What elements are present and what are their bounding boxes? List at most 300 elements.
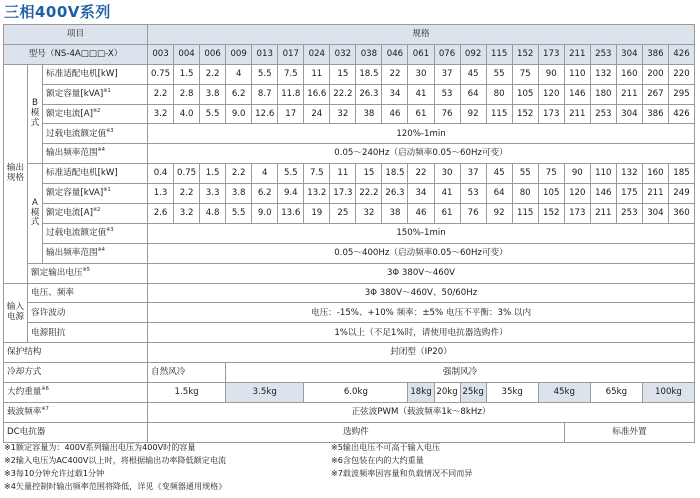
model-code-text: 211 xyxy=(569,49,586,60)
value-cell-text: 5.5 xyxy=(205,108,220,119)
value-cell xyxy=(252,184,278,204)
weight-cell xyxy=(590,383,642,403)
value-cell-text: 132 xyxy=(595,68,612,79)
value-cell-text: 90 xyxy=(571,168,583,179)
value-cell-text: 17 xyxy=(285,108,297,119)
dc-reactor-optional xyxy=(148,422,565,442)
value-cell-text: 9.4 xyxy=(283,188,298,199)
model-code-text: 004 xyxy=(178,49,195,60)
value-cell-text: 304 xyxy=(621,108,638,119)
value-cell-text: 253 xyxy=(621,208,638,219)
value-cell-text: 2.2 xyxy=(153,88,168,99)
value-cell xyxy=(356,64,382,84)
output-group-label-text: 输出规格 xyxy=(6,162,25,183)
value-cell-text: 38 xyxy=(363,108,375,119)
b_mode-overload-row xyxy=(4,124,695,144)
rated-voltage-label xyxy=(28,263,148,283)
value-cell xyxy=(642,104,668,124)
value-cell xyxy=(590,104,616,124)
value-cell-text: 76 xyxy=(467,208,479,219)
model-code-text: 152 xyxy=(516,49,534,60)
overload-value-text: 150%-1min xyxy=(396,228,446,239)
value-cell-text: 24 xyxy=(311,108,323,119)
value-cell xyxy=(330,104,356,124)
value-cell xyxy=(200,104,226,124)
page-title: 三相400V系列 xyxy=(4,3,111,21)
value-cell-text: 22.2 xyxy=(359,188,379,199)
weight-cell xyxy=(460,383,486,403)
cooling-label-text: 冷却方式 xyxy=(7,367,42,378)
model-code-text: 173 xyxy=(543,49,560,60)
value-cell-text: 1.5 xyxy=(205,168,220,179)
value-cell xyxy=(460,84,486,104)
value-cell-text: 175 xyxy=(621,188,638,199)
model-code-text: 061 xyxy=(412,49,430,60)
value-cell xyxy=(148,204,174,224)
value-cell xyxy=(486,104,512,124)
value-cell-text: 0.75 xyxy=(150,68,171,79)
protection-label xyxy=(4,343,148,363)
value-cell-text: 5.5 xyxy=(231,208,246,219)
footnote-mark: ※1 xyxy=(103,187,111,194)
value-cell xyxy=(538,84,564,104)
value-cell-text: 11.8 xyxy=(281,88,301,99)
value-cell xyxy=(538,204,564,224)
row-label xyxy=(43,204,148,224)
model-code xyxy=(148,44,174,64)
freq-range-label-text: 输出频率范围 xyxy=(46,247,98,258)
footnote-mark: ※6 xyxy=(41,386,49,393)
value-cell xyxy=(564,164,590,184)
value-cell-text: 173 xyxy=(543,108,560,119)
value-cell xyxy=(330,84,356,104)
value-cell xyxy=(200,204,226,224)
value-cell xyxy=(616,64,642,84)
value-cell xyxy=(174,204,200,224)
weight-label-text: 大约重量 xyxy=(7,387,42,398)
model-label-text: 型号（NS-4A□□□-X） xyxy=(28,49,123,60)
value-cell xyxy=(356,104,382,124)
dc-reactor-standard-text: 标准外置 xyxy=(612,426,647,437)
value-cell xyxy=(564,184,590,204)
value-cell xyxy=(174,84,200,104)
cooling-natural xyxy=(148,363,226,383)
value-cell-text: 55 xyxy=(519,168,531,179)
weight-cell-text: 18kg xyxy=(410,387,432,398)
freq-range-label xyxy=(43,243,148,263)
spec-table-body xyxy=(4,25,695,443)
input-row-label xyxy=(28,303,148,323)
value-cell-text: 211 xyxy=(569,108,586,119)
value-cell-text: 2.8 xyxy=(179,88,194,99)
value-cell-text: 360 xyxy=(673,208,690,219)
value-cell xyxy=(356,204,382,224)
value-cell xyxy=(252,64,278,84)
model-code xyxy=(200,44,226,64)
weight-label xyxy=(4,383,148,403)
value-cell-text: 3.8 xyxy=(231,188,246,199)
item-header-text: 项目 xyxy=(66,29,85,40)
value-cell xyxy=(512,64,538,84)
model-code xyxy=(460,44,486,64)
model-code-text: 253 xyxy=(595,49,612,60)
model-code xyxy=(304,44,330,64)
value-cell xyxy=(356,84,382,104)
weight-cell xyxy=(486,383,538,403)
value-cell-text: 200 xyxy=(647,68,664,79)
value-cell-text: 4 xyxy=(235,68,242,79)
value-cell xyxy=(200,184,226,204)
cooling-label xyxy=(4,363,148,383)
input-row-label-text: 容许波动 xyxy=(31,307,66,318)
row-label-text: 额定容量[kVA] xyxy=(46,88,104,99)
value-cell xyxy=(486,184,512,204)
value-cell-text: 105 xyxy=(516,88,534,99)
dc-reactor-standard xyxy=(564,422,694,442)
value-cell-text: 267 xyxy=(647,88,664,99)
protection-value xyxy=(148,343,695,363)
model-code xyxy=(642,44,668,64)
dc-reactor-optional-text: 选购件 xyxy=(342,426,369,437)
value-cell xyxy=(616,204,642,224)
value-cell-text: 115 xyxy=(490,108,508,119)
row-label-text: 额定容量[kVA] xyxy=(46,188,104,199)
input-row-value-text: 1%以上（不足1%时，请使用电抗器选购件） xyxy=(334,327,508,338)
value-cell xyxy=(408,104,434,124)
value-cell-text: 146 xyxy=(569,88,586,99)
value-cell xyxy=(174,184,200,204)
value-cell xyxy=(226,184,252,204)
value-cell-text: 30 xyxy=(415,68,427,79)
value-cell-text: 0.75 xyxy=(177,168,197,179)
footnote-mark: ※3 xyxy=(106,127,114,134)
model-code-text: 003 xyxy=(152,49,169,60)
input-row-label xyxy=(28,283,148,303)
model-code-text: 024 xyxy=(308,49,326,60)
value-cell-text: 426 xyxy=(673,108,690,119)
value-cell xyxy=(434,84,460,104)
value-cell xyxy=(252,104,278,124)
value-cell xyxy=(460,204,486,224)
input-group-label xyxy=(4,283,28,343)
model-code-text: 013 xyxy=(256,49,273,60)
value-cell-text: 4 xyxy=(261,168,268,179)
value-cell xyxy=(356,184,382,204)
model-code-text: 076 xyxy=(438,49,456,60)
carrier-row xyxy=(4,402,695,422)
value-cell-text: 75 xyxy=(545,168,557,179)
value-cell-text: 13.6 xyxy=(281,208,301,219)
value-cell xyxy=(148,104,174,124)
output-group-label xyxy=(4,64,28,283)
value-cell-text: 211 xyxy=(621,88,638,99)
value-cell xyxy=(434,204,460,224)
value-cell xyxy=(642,204,668,224)
value-cell-text: 34 xyxy=(415,188,427,199)
value-cell-text: 76 xyxy=(441,108,453,119)
weight-cell xyxy=(148,383,226,403)
weight-cell-text: 6.0kg xyxy=(343,387,368,398)
value-cell xyxy=(668,204,694,224)
value-cell-text: 61 xyxy=(415,108,427,119)
value-cell xyxy=(434,104,460,124)
weight-cell-text: 20kg xyxy=(436,387,458,398)
value-cell xyxy=(616,184,642,204)
cooling-natural-text: 自然风冷 xyxy=(151,367,186,378)
value-cell xyxy=(382,204,408,224)
value-cell-text: 61 xyxy=(441,208,453,219)
value-cell-text: 6.2 xyxy=(257,188,272,199)
value-cell-text: 7.5 xyxy=(309,168,324,179)
weight-cell xyxy=(304,383,408,403)
value-cell xyxy=(538,64,564,84)
value-cell-text: 19 xyxy=(311,208,323,219)
footnotes-left xyxy=(4,441,226,493)
value-cell-text: 4.8 xyxy=(205,208,220,219)
value-cell xyxy=(278,64,304,84)
value-cell xyxy=(616,104,642,124)
weight-row xyxy=(4,383,695,403)
value-cell xyxy=(382,84,408,104)
weight-cell xyxy=(408,383,434,403)
value-cell xyxy=(148,164,174,184)
a_mode-row xyxy=(4,184,695,204)
value-cell-text: 120 xyxy=(543,88,560,99)
model-code xyxy=(382,44,408,64)
row-label-text: 额定电流[A] xyxy=(46,108,93,119)
overload-label-text: 过载电流额定值 xyxy=(46,228,107,239)
model-code xyxy=(590,44,616,64)
value-cell xyxy=(278,164,304,184)
model-code-text: 115 xyxy=(490,49,508,60)
row-label xyxy=(43,84,148,104)
carrier-label xyxy=(4,402,148,422)
value-cell-text: 211 xyxy=(647,188,664,199)
value-cell xyxy=(408,184,434,204)
b_mode-row xyxy=(4,104,695,124)
model-code xyxy=(434,44,460,64)
value-cell xyxy=(304,184,330,204)
model-code-text: 017 xyxy=(282,49,299,60)
value-cell-text: 45 xyxy=(493,168,505,179)
spec-header-text: 规格 xyxy=(412,29,430,40)
b_mode-freq-row xyxy=(4,144,695,164)
value-cell xyxy=(356,164,382,184)
value-cell-text: 16.6 xyxy=(307,88,327,99)
weight-cell-text: 25kg xyxy=(462,387,484,398)
value-cell-text: 1.5 xyxy=(179,68,194,79)
model-code xyxy=(564,44,590,64)
spec-header xyxy=(148,25,695,45)
value-cell xyxy=(408,64,434,84)
model-code xyxy=(512,44,538,64)
value-cell xyxy=(226,84,252,104)
value-cell xyxy=(252,204,278,224)
weight-cell xyxy=(538,383,590,403)
model-code xyxy=(538,44,564,64)
weight-cell xyxy=(226,383,304,403)
row-label xyxy=(43,184,148,204)
a_mode-row xyxy=(4,204,695,224)
value-cell-text: 7.5 xyxy=(283,68,298,79)
value-cell-text: 41 xyxy=(441,188,453,199)
value-cell-text: 3.8 xyxy=(205,88,220,99)
input-row xyxy=(4,283,695,303)
value-cell xyxy=(304,104,330,124)
value-cell-text: 5.5 xyxy=(283,168,298,179)
value-cell-text: 32 xyxy=(363,208,375,219)
value-cell-text: 46 xyxy=(415,208,427,219)
value-cell-text: 18.5 xyxy=(385,168,405,179)
value-cell xyxy=(564,64,590,84)
value-cell-text: 2.2 xyxy=(179,188,194,199)
weight-cell-text: 100kg xyxy=(655,387,682,398)
a_mode-overload-row xyxy=(4,223,695,243)
value-cell xyxy=(564,204,590,224)
value-cell-text: 152 xyxy=(516,108,534,119)
value-cell xyxy=(148,84,174,104)
b_mode-row xyxy=(4,64,695,84)
value-cell xyxy=(460,64,486,84)
value-cell-text: 92 xyxy=(493,208,505,219)
b-mode-label-text: B模式 xyxy=(30,98,40,128)
footnote-mark: ※4 xyxy=(97,247,105,254)
value-cell xyxy=(252,164,278,184)
value-cell-text: 160 xyxy=(647,168,664,179)
value-cell-text: 1.3 xyxy=(153,188,168,199)
value-cell xyxy=(616,84,642,104)
input-row-value xyxy=(148,283,695,303)
value-cell-text: 64 xyxy=(493,188,505,199)
value-cell xyxy=(486,204,512,224)
value-cell xyxy=(174,64,200,84)
value-cell xyxy=(486,64,512,84)
protection-value-text: 封闭型（IP20） xyxy=(390,347,452,358)
footnotes-right xyxy=(331,441,472,480)
cooling-forced-text: 强制风冷 xyxy=(442,367,478,378)
value-cell xyxy=(512,204,538,224)
value-cell-text: 37 xyxy=(441,68,453,79)
value-cell-text: 211 xyxy=(595,208,612,219)
value-cell xyxy=(512,84,538,104)
value-cell-text: 26.3 xyxy=(359,88,379,99)
model-code xyxy=(616,44,642,64)
model-code-text: 426 xyxy=(673,49,690,60)
value-cell xyxy=(460,184,486,204)
footnote-mark: ※7 xyxy=(41,406,49,413)
overload-value xyxy=(148,223,695,243)
value-cell-text: 173 xyxy=(569,208,586,219)
value-cell-text: 80 xyxy=(519,188,531,199)
freq-range-label xyxy=(43,144,148,164)
value-cell-text: 17.3 xyxy=(333,188,353,199)
model-label xyxy=(4,44,148,64)
value-cell-text: 11 xyxy=(311,68,323,79)
value-cell xyxy=(434,64,460,84)
freq-range-value-text: 0.05～400Hz（启动频率0.05～60Hz可变） xyxy=(334,247,508,258)
value-cell-text: 53 xyxy=(441,88,453,99)
rated-voltage-label-text: 额定输出电压 xyxy=(31,267,83,278)
footnote-mark: ※2 xyxy=(92,107,101,114)
value-cell-text: 152 xyxy=(543,208,560,219)
spec-table xyxy=(3,24,695,443)
dc-reactor-label-text: DC电抗器 xyxy=(7,426,46,437)
cooling-row xyxy=(4,363,695,383)
carrier-label-text: 载波频率 xyxy=(7,407,42,418)
value-cell xyxy=(226,64,252,84)
value-cell xyxy=(382,164,408,184)
model-code xyxy=(408,44,434,64)
value-cell xyxy=(434,164,460,184)
value-cell xyxy=(200,84,226,104)
footnote: ※4矢量控制时输出频率范围将降低，详见《变频器通用规格》 xyxy=(4,481,227,491)
value-cell xyxy=(642,184,668,204)
value-cell xyxy=(382,64,408,84)
value-cell-text: 185 xyxy=(673,168,690,179)
value-cell xyxy=(538,184,564,204)
value-cell xyxy=(642,84,668,104)
value-cell-text: 80 xyxy=(493,88,505,99)
value-cell-text: 9.0 xyxy=(257,208,272,219)
value-cell xyxy=(564,104,590,124)
model-row xyxy=(4,44,695,64)
input-row-value xyxy=(148,323,695,343)
value-cell xyxy=(460,164,486,184)
value-cell-text: 6.2 xyxy=(231,88,246,99)
footnote: ※1额定容量为：400V系列输出电压为400V时的容量 xyxy=(4,442,196,452)
input-row xyxy=(4,323,695,343)
input-row-label-text: 电压、频率 xyxy=(31,287,74,298)
dc-reactor-row xyxy=(4,422,695,442)
model-code xyxy=(226,44,252,64)
row-label-text: 额定电流[A] xyxy=(46,208,93,219)
value-cell xyxy=(486,84,512,104)
value-cell-text: 295 xyxy=(673,88,690,99)
value-cell-text: 32 xyxy=(337,108,349,119)
value-cell-text: 22 xyxy=(415,168,427,179)
model-code xyxy=(356,44,382,64)
dc-reactor-label xyxy=(4,422,148,442)
value-cell-text: 15 xyxy=(363,168,375,179)
value-cell xyxy=(330,184,356,204)
weight-cell-text: 3.5kg xyxy=(252,387,277,398)
value-cell-text: 146 xyxy=(595,188,612,199)
model-code-text: 046 xyxy=(386,49,404,60)
value-cell-text: 53 xyxy=(467,188,479,199)
value-cell xyxy=(590,84,616,104)
model-code-text: 032 xyxy=(334,49,352,60)
footnote: ※6含包装在内的大约重量 xyxy=(331,455,424,465)
value-cell xyxy=(148,184,174,204)
overload-label xyxy=(43,124,148,144)
rated-voltage-value-text: 3Φ 380V～460V xyxy=(386,267,456,278)
freq-range-value-text: 0.05～240Hz（启动频率0.05～60Hz可变） xyxy=(334,148,508,159)
value-cell-text: 110 xyxy=(595,168,612,179)
value-cell xyxy=(252,84,278,104)
value-cell-text: 8.7 xyxy=(257,88,272,99)
value-cell-text: 75 xyxy=(519,68,531,79)
freq-range-label-text: 输出频率范围 xyxy=(46,148,98,159)
item-header xyxy=(4,25,148,45)
carrier-value-text: 正弦波PWM（载波频率1k～8kHz） xyxy=(351,407,491,418)
value-cell-text: 55 xyxy=(493,68,505,79)
model-code xyxy=(668,44,694,64)
value-cell xyxy=(382,104,408,124)
input-group-label-text: 输入电源 xyxy=(6,302,25,322)
value-cell xyxy=(330,64,356,84)
overload-label-text: 过载电流额定值 xyxy=(46,128,107,139)
rated-voltage-row xyxy=(4,263,695,283)
